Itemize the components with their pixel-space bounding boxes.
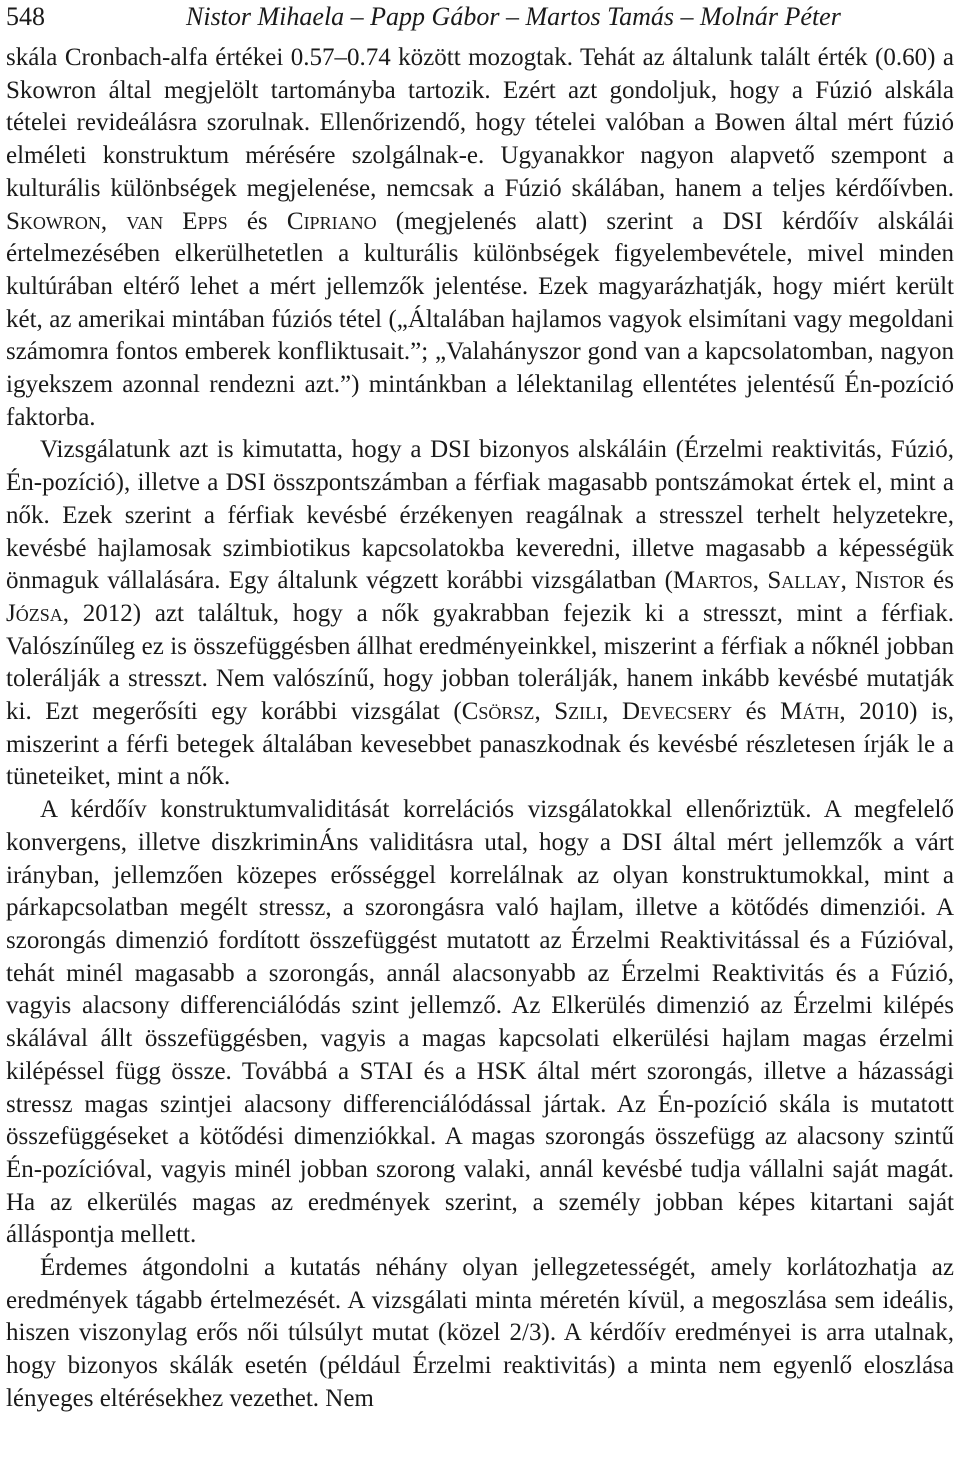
page-number: 548 bbox=[6, 2, 45, 31]
cited-author-name: Máth bbox=[780, 698, 840, 726]
cited-author-name: Sallay bbox=[767, 567, 841, 595]
paragraph bbox=[6, 1252, 954, 1416]
text-run: A kérdőív konstruktumvaliditását korrelációs vizsgálatokkal ellenőriztük. A megfelelő konvergens, illetve diszkriminÁns validitásra utal, hogy a DSI által mért jellemzők a várt irányban, jellemzően közepes erősséggel korrelálnak az olyan konstruktumokkal, mint a párkapcsolatban megélt stressz, a szorongásra való hajlam, illetve a kötődés dimenziói. A szorongás dimenzió fordított összefüggést mutatott az Érzelmi Reaktivitással és a Fúzióval, tehát minél magasabb a szorongás, annál alacsonyabb az Érzelmi Reaktivitás és a Fúzió, vagyis alacsony differenciálódás szint jellemző. Az Elkerülés dimenzió az Érzelmi kilépés skálával állt összefüggésben, vagyis a magas kapcsolati elkerülési hajlam magas érzelmi kilépéssel függ össze. Továbbá a STAI és a HSK által mért szorongás, illetve a házassági stressz magas szintjei alacsony differenciálódással jártak. Az Én-pozíció skála is mutatott összefüggéseket a kötődési dimenziókkal. A magas szorongás összefügg az alacsony szintű Én-pozícióval, vagyis minél jobban szorong valaki, annál kevésbé tudja vállalni saját magát. Ha az elkerülés magas az eredmények szerint, a személy jobban képes kitartani saját álláspontja mellett. bbox=[6, 796, 954, 1249]
text-run: , bbox=[602, 698, 623, 726]
body-text bbox=[6, 42, 954, 1416]
cited-author-name: Skowron bbox=[6, 207, 101, 235]
text-run: és bbox=[732, 698, 781, 726]
cited-author-name: Józsa bbox=[6, 599, 63, 627]
text-run: skála Cronbach-alfa értékei 0.57–0.74 között mozogtak. Tehát az általunk talált érték (0.60) a Skowron által megjelölt tartományba tartozik. Ezért azt gondoljuk, hogy a Fúzió alskála tételei revideálásra szorulnak. Ellenőrizendő, hogy tételei valóban a Bowen által mért fúzió elméleti konstruktum mérésére szolgálnak-e. Ugyanakkor nagyon alapvető szempont a kulturális különbségek megjelenése, nemcsak a Fúzió skálában, hanem a teljes kérdőívben. bbox=[6, 44, 954, 202]
cited-author-name: van Epps bbox=[126, 207, 228, 235]
text-run: , 2012) azt találtuk, hogy a nők gyakrabban fejezik ki a stresszt, mint a férfiak. Valószínűleg ez is összefüggésben állhat eredményeinkkel, miszerint a férfiak a nőknél jobban tolerálják a stresszt. Nem valószínű, hogy jobban tolerálják, hanem inkább kevésbé mutatják ki. Ezt megerősíti egy korábbi vizsgálat ( bbox=[6, 599, 954, 726]
running-header bbox=[6, 0, 954, 38]
paragraph bbox=[6, 434, 954, 794]
text-run: , bbox=[100, 207, 127, 235]
cited-author-name: Nistor bbox=[855, 567, 925, 595]
cited-author-name: Devecsery bbox=[622, 698, 733, 726]
cited-author-name: Martos bbox=[672, 567, 753, 595]
text-run: Érdemes átgondolni a kutatás néhány olyan jellegzetességét, amely korlátozhatja az eredmények tágabb értelmezését. A vizsgálati minta méretén kívül, a megoszlása sem ideális, hiszen viszonylag erős női túlsúlyt mutat (közel 2/3). A kérdőív eredményei is arra utalnak, hogy bizonyos skálák esetén (például Érzelmi reaktivitás) a minta nem egyenlő eloszlása lényeges eltérésekhez vezethet. Nem bbox=[6, 1254, 954, 1412]
running-header-authors: Nistor Mihaela – Papp Gábor – Martos Tamás – Molnár Péter bbox=[186, 2, 841, 31]
paragraph bbox=[6, 794, 954, 1252]
paragraph bbox=[6, 42, 954, 434]
text-run: és bbox=[924, 567, 955, 595]
text-run: , bbox=[840, 567, 856, 595]
text-run: (megjelenés alatt) szerint a DSI kérdőív alskálái értelmezésében elkerülhetetlen a kulturális különbségek figyelembevétele, mivel minden kultúrában eltérő lehet a mért jellemzők jelentése. Ezek magyarázhatják, hogy miért került két, az amerikai mintában fúziós tétel („Általában hajlamos vagyok elsimítani vagy megoldani számomra fontos emberek konfliktusait.”; „Valahányszor gond van a kapcsolatomban, nagyon igyekszem azonnal rendezni azt.”) mintánkban a lélektanilag ellentétes jelentésű Én-pozíció faktorba. bbox=[6, 207, 955, 431]
text-run: , bbox=[752, 567, 768, 595]
cited-author-name: Cipriano bbox=[286, 207, 377, 235]
text-run: , bbox=[534, 698, 555, 726]
text-run: és bbox=[227, 207, 287, 235]
text-run: Vizsgálatunk azt is kimutatta, hogy a DSI bizonyos alskáláin (Érzelmi reaktivitás, Fúzió, Én-pozíció), illetve a DSI összpontszámban a férfiak magasabb pontszámokat értek el, mint a nők. Ezek szerint a férfiak kevésbé érzékenyen reagálnak a stresszel terhelt helyzetekre, kevésbé hajlamosak szimbiotikus kapcsolatokba keveredni, illetve magasabb a képességük önmaguk vállalására. Egy általunk végzett korábbi vizsgálatban ( bbox=[6, 436, 954, 595]
cited-author-name: Csörsz bbox=[461, 698, 535, 726]
text-run: , 2010) is, miszerint a férfi betegek általában kevesebbet panaszkodnak és kevésbé részletesen írják le a tüneteiket, mint a nők. bbox=[6, 698, 955, 791]
cited-author-name: Szili bbox=[554, 698, 603, 726]
